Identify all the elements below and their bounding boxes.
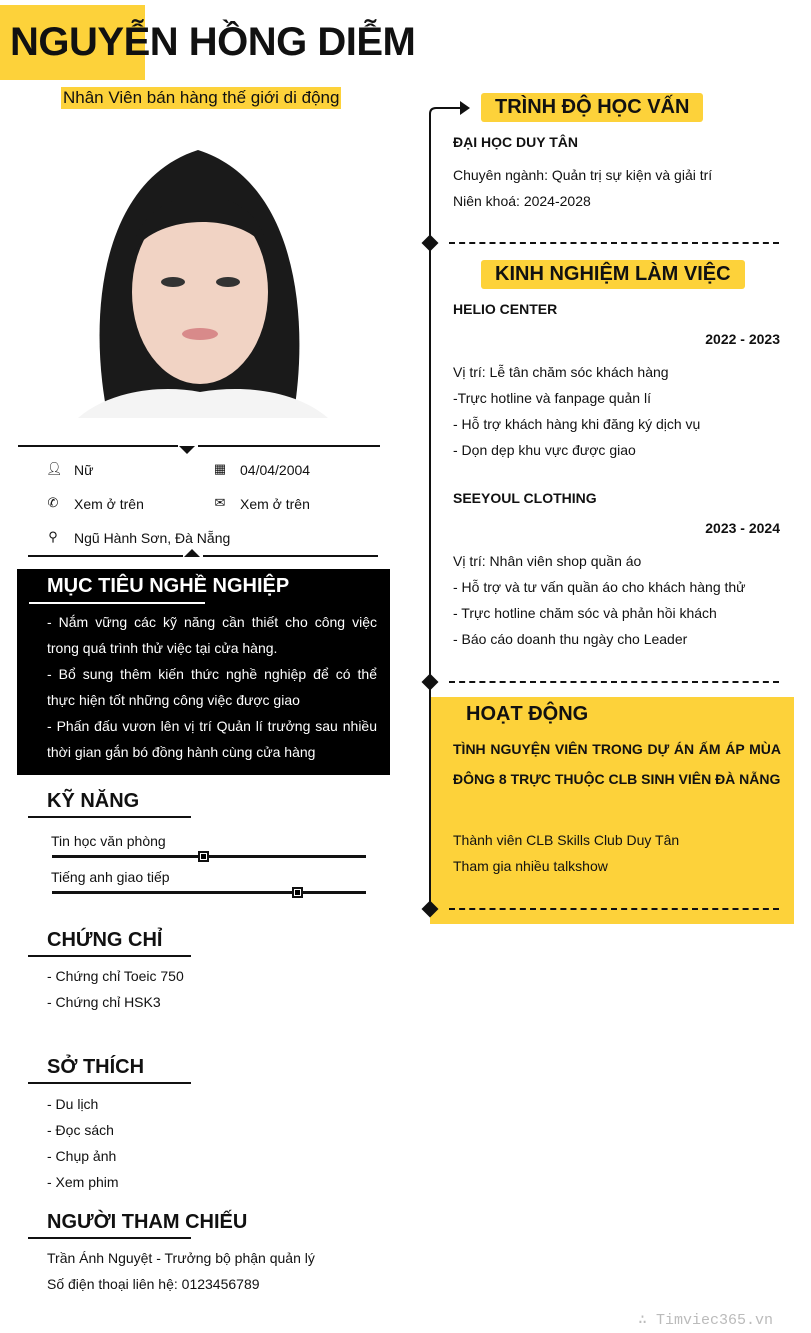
dashed-divider (449, 908, 779, 910)
divider (28, 555, 183, 557)
job-title: Nhân Viên bán hàng thế giới di động (63, 88, 340, 107)
job-line: - Trực hotline chăm sóc và phản hồi khách (453, 605, 717, 621)
title-underline (29, 602, 205, 604)
email: Xem ở trên (240, 496, 310, 512)
watermark: ∴ Timviec365.vn (637, 1312, 773, 1329)
title-underline (28, 1237, 191, 1239)
timeline-arrow-icon (428, 98, 472, 122)
job-line: -Trực hotline và fanpage quản lí (453, 390, 651, 406)
user-icon: 👤︎ (46, 461, 63, 476)
job-line: Vị trí: Lễ tân chăm sóc khách hàng (453, 364, 669, 380)
hobby-item: - Xem phim (47, 1174, 119, 1190)
activity-headline: TÌNH NGUYỆN VIÊN TRONG DỰ ÁN ẤM ÁP MÙA ĐÔNG 8 TRỰC THUỘC CLB SINH VIÊN ĐÀ NẴNG (453, 741, 781, 787)
hobbies-title: SỞ THÍCH (47, 1056, 145, 1078)
dashed-divider (449, 681, 779, 683)
certificates-title: CHỨNG CHỈ (47, 929, 163, 951)
references-title: NGƯỜI THAM CHIẾU (47, 1211, 248, 1233)
candidate-name: NGUYỄN HỒNG DIỄM (10, 20, 416, 64)
objective-line: - Phấn đấu vươn lên vị trí Quản lí trưởng sau nhiều thời gian gắn bó đồng hành cùng cửa hàng (47, 718, 377, 760)
title-underline (28, 955, 191, 957)
dashed-divider (449, 242, 779, 244)
objective-line: - Nắm vững các kỹ năng cần thiết cho công việc trong quá trình thử việc tại cửa hàng. (47, 614, 377, 656)
hobby-item: - Đọc sách (47, 1122, 114, 1138)
activities-background (430, 697, 794, 924)
phone: Xem ở trên (74, 496, 144, 512)
hobby-item: - Chụp ảnh (47, 1148, 117, 1164)
job-line: - Báo cáo doanh thu ngày cho Leader (453, 631, 688, 647)
profile-photo (48, 122, 352, 418)
calendar-icon: ▦ (213, 461, 227, 476)
job-line: - Dọn dẹp khu vực được giao (453, 442, 636, 458)
divider-arrow (179, 446, 195, 454)
activities-title: HOẠT ĐỘNG (466, 703, 589, 725)
hobby-item: - Du lịch (47, 1096, 99, 1112)
skill-level-marker (198, 851, 209, 862)
skill-bar (52, 855, 366, 858)
location-icon: ⚲ (48, 529, 58, 544)
reference-item: Trần Ánh Nguyệt - Trưởng bộ phận quản lý (47, 1250, 315, 1266)
timeline-node (422, 235, 439, 252)
job-period: 2023 - 2024 (705, 520, 780, 536)
title-underline (28, 816, 191, 818)
timeline-node (422, 674, 439, 691)
job-line: - Hỗ trợ và tư vấn quần áo cho khách hàng thử (453, 579, 746, 595)
objective-title: MỤC TIÊU NGHỀ NGHIỆP (47, 575, 290, 597)
birthday: 04/04/2004 (240, 462, 311, 478)
job-period: 2022 - 2023 (705, 331, 780, 347)
skill-level-marker (292, 887, 303, 898)
skills-title: KỸ NĂNG (47, 790, 140, 812)
company-name: SEEYOUL CLOTHING (453, 490, 597, 506)
divider (18, 445, 178, 447)
divider (198, 445, 380, 447)
objective-line: - Bổ sung thêm kiến thức nghề nghiệp để có thể thực hiện tốt những công việc được giao (47, 666, 377, 708)
skill-label: Tiếng anh giao tiếp (51, 869, 170, 885)
divider (203, 555, 378, 557)
education-major: Chuyên ngành: Quản trị sự kiện và giải trí (453, 167, 713, 183)
certificate-item: - Chứng chỉ HSK3 (47, 994, 161, 1010)
experience-title: KINH NGHIỆM LÀM VIỆC (481, 260, 745, 289)
job-line: Vị trí: Nhân viên shop quần áo (453, 553, 642, 569)
school-name: ĐẠI HỌC DUY TÂN (453, 134, 578, 150)
education-title: TRÌNH ĐỘ HỌC VẤN (481, 93, 703, 122)
reference-item: Số điện thoại liên hệ: 0123456789 (47, 1276, 260, 1292)
activity-line: Thành viên CLB Skills Club Duy Tân (453, 832, 680, 848)
divider-arrow (184, 549, 200, 557)
job-line: - Hỗ trợ khách hàng khi đăng ký dịch vụ (453, 416, 701, 432)
company-name: HELIO CENTER (453, 301, 558, 317)
activity-line: Tham gia nhiều talkshow (453, 858, 608, 874)
skill-bar (52, 891, 366, 894)
phone-icon: ✆ (47, 495, 59, 510)
address: Ngũ Hành Sơn, Đà Nẵng (74, 530, 231, 546)
objective-section (17, 569, 390, 775)
skill-label: Tin học văn phòng (51, 833, 166, 849)
education-years: Niên khoá: 2024-2028 (453, 193, 591, 209)
email-icon: ✉ (214, 495, 226, 510)
gender: Nữ (74, 462, 94, 478)
certificate-item: - Chứng chỉ Toeic 750 (47, 968, 184, 984)
title-underline (28, 1082, 191, 1084)
